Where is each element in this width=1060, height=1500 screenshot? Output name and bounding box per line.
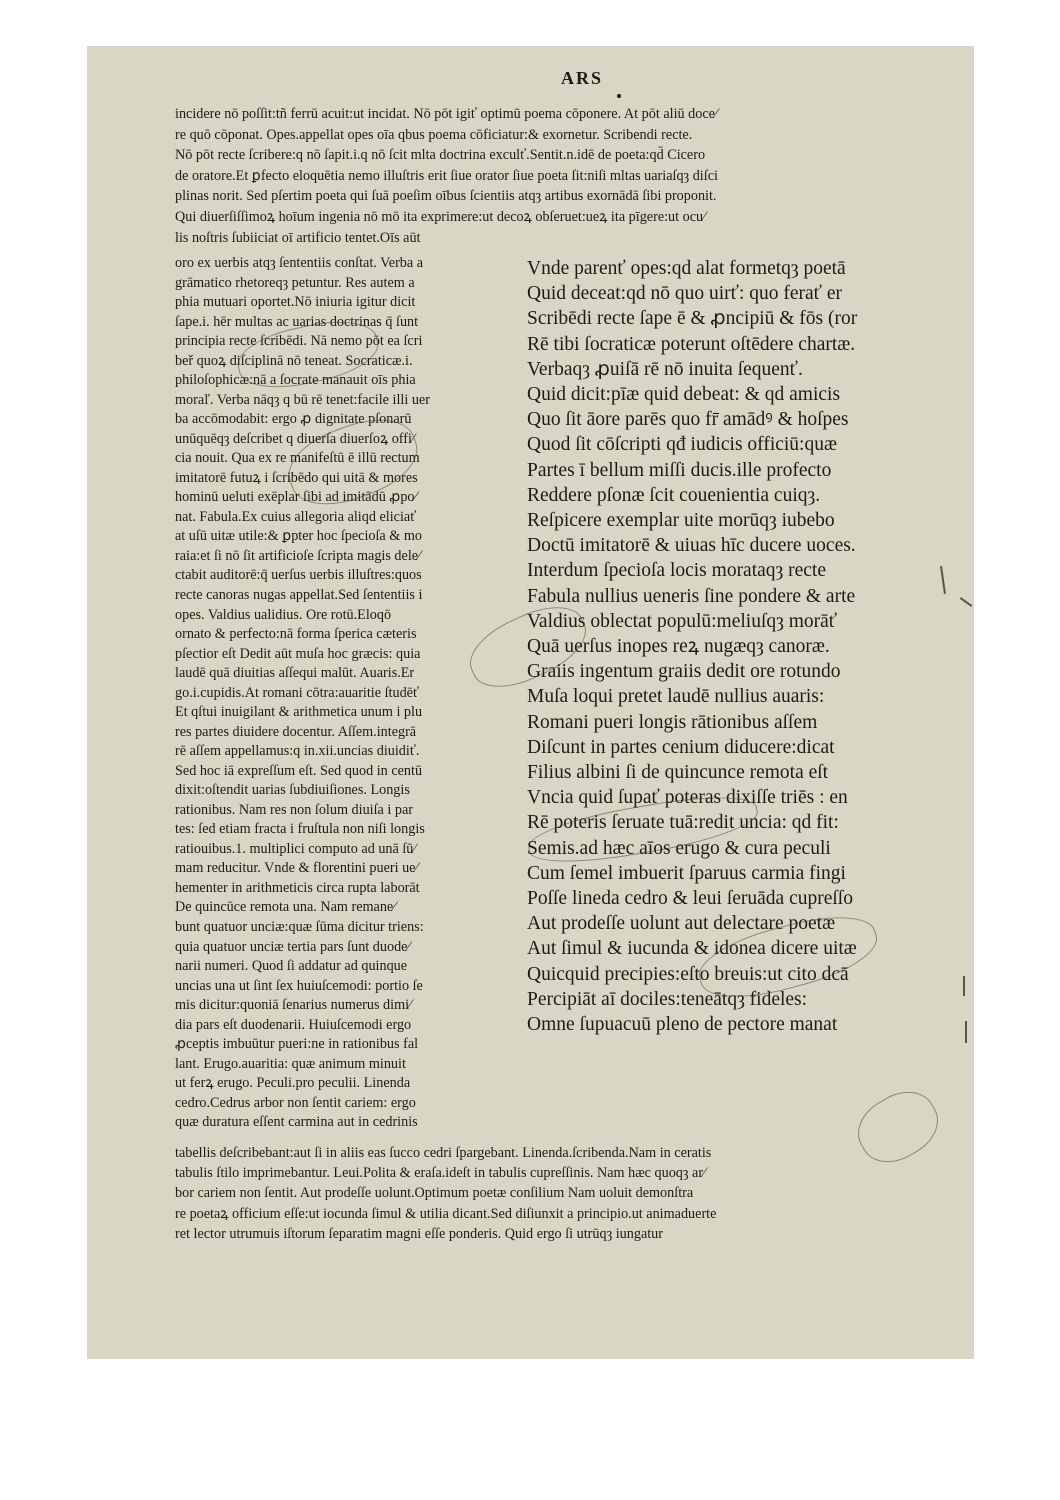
commentary-line: grāmatico rhetoreqȝ petuntur. Res autem a [175,274,415,291]
verse-line: Quid dicit:pīæ quid debeat: & qd amicis [527,384,841,405]
verse-line: Rē poteris ſeruate tuā:redit uncia: qd fit: [527,812,839,834]
verse-line: Reddere pſonæ ſcit couenientia cuiqȝ. [527,484,821,506]
commentary-line: mam reducitur. Vnde & florentini pueri ue⁄ [175,860,418,877]
margin-mark [963,976,965,996]
commentary-line: phia mutuari oportet.Nō iniuria igitur dicit [175,294,416,311]
running-title: ARS [560,68,603,88]
verse-line: Quā uerſus inopes reꝝ nugæqȝ canoræ. [527,636,830,657]
verse-line: Verbaqȝ ꝓuiſā rē nō inuita ſequenť. [527,358,803,380]
commentary-line: Qui diuerſiſſimoꝝ hoīum ingenia nō mō ita exprimere:ut decoꝝ obſeruet:ueꝝ ita pīgere:ut ocu⁄ [175,209,706,225]
commentary-line: pſectior eſt Dedit aūt muſa hoc græcis: quia [175,645,421,662]
verse-line: Quicquid precipies:eſto breuis:ut cito dcā [527,963,849,985]
commentary-line: philoſophicæ:nā a ſocrate manauit oīs phia [175,372,416,389]
commentary-line: imitatorē futuꝝ i ſcribēdo qui uitā & mores [175,469,418,486]
verse-line: Doctū imitatorē & uiuas hīc ducere uoces. [527,535,856,557]
verse-line: Omne ſupuacuū pleno de pectore manat [527,1014,838,1035]
commentary-line: lis noſtris ſubiiciat oī artificio tentet.Oīs aūt [175,229,421,246]
commentary-line: res partes diuidere docentur. Aſſem.integrā [175,723,417,740]
commentary-line: raia:et ſi nō ſit artificioſe ſcripta magis dele⁄ [175,547,421,564]
ink-dot [617,94,621,98]
commentary-line: cedro.Cedrus arbor non ſentit cariem: ergo [175,1094,416,1111]
commentary-line: dia pars eſt duodenarii. Huiuſcemodi ergo [175,1016,412,1033]
commentary-line: bunt quatuor unciæ:quæ ſūma dicitur triens: [175,919,424,936]
verse-line: Muſa loqui pretet laudē nullius auaris: [527,686,825,708]
margin-mark [965,1021,967,1043]
commentary-line: re poetaꝝ officium eſſe:ut iocunda ſimul & utilia dicant.Sed diſiunxit a principio.ut animaduerte [175,1205,717,1222]
verse-line: Vnde parenť opes:qd alat formetqȝ poetā [527,258,846,279]
commentary-line: oro ex uerbis atqȝ ſententiis conſtat. Verba a [175,255,424,271]
verse-line: Semis.ad hæc aīos erugo & cura peculi [527,837,831,859]
commentary-line: tabulis ſtilo imprimebantur. Leui.Polita & eraſa.ideſt in tabulis cupreſſinis. Nam hæc quoqȝ ar⁄ [175,1165,706,1182]
commentary-line: go.i.cupidis.At romani cōtra:auaritie ſtudēť [175,684,420,701]
commentary-line: tabellis deſcribebant:aut ſi in aliis eas ſucco cedri ſpargebant. Linenda.ſcribenda.Nam in ceratis [175,1145,712,1161]
commentary-line: bor cariem non ſentit. Aut prodeſſe uolunt.Optimum poetæ conſilium Nam uoluit demonſtra [175,1185,694,1202]
commentary-line: at uſū uitæ utile:& ꝑpter hoc ſpecioſa & mo [175,528,422,545]
commentary-line: unūquēqȝ deſcribet q diuerſa diuerſoꝝ offi⁄ [175,430,415,447]
commentary-line: rē aſſem appellamus:q in.xii.uncias diuidiť. [175,743,420,760]
commentary-line: ctabit auditorē:q̄ uerſus uerbis illuſtres:quos [175,567,422,584]
verse-line: Fabula nullius ueneris ſine pondere & arte [527,585,856,607]
margin-mark [960,597,973,607]
commentary-line: incidere nō poſſit:tñ ferrū acuit:ut incidat. Nō pōt igiť optimū poema cōponere. At pōt aliū doce⁄ [175,106,718,122]
commentary-line: re quō cōponat. Opes.appellat opes oīa qbus poema cōficiatur:& exornetur. Scribendi recte. [175,126,693,143]
commentary-line: De quincūce remota una. Nam remane⁄ [175,899,396,916]
commentary-line: dixit:oſtendit uarias ſubdiuiſiones. Longis [175,782,410,799]
commentary-line: recte canoras nugas appellat.Sed ſententiis i [175,587,423,603]
commentary-line: rationibus. Nam res non ſolum diuiſa i par [175,801,413,818]
commentary-line: hominū ueluti exēplar ſibi ad imitādū ꝓpo⁄ [175,489,417,506]
commentary-line: Et qſtui inuigilant & arithmetica unum i plu [175,704,423,721]
commentary-line: cia nouit. Qua ex re manifeſtū ē illū rectum [175,450,420,467]
commentary-line: moraľ. Verba nāqȝ q bū rē tenet:facile illi uer [175,391,430,408]
commentary-line: principia recte ſcribēdi. Nā nemo pōt ea ſcri [175,333,423,350]
verse-line: Scribēdi recte ſape ē & ꝓncipiū & fōs (ror [527,308,858,330]
commentary-line: lant. Erugo.auaritia: quæ animum minuit [175,1055,406,1072]
verse-line: Quo ſit āore parēs quo fr̄ amādꝰ & hoſpes [527,409,849,431]
verse-line: Valdius oblectat populū:meliuſqȝ morāť [527,610,838,632]
verse-line: Romani pueri longis rātionibus aſſem [527,711,818,733]
commentary-line: ba accōmodabit: ergo ꝓ dignitate pſonarū [175,411,412,428]
verse-line: Diſcunt in partes cenium diducere:dicat [527,736,835,758]
commentary-line: ut ferꝝ erugo. Peculi.pro peculii. Linenda [175,1075,411,1092]
commentary-line: ꝓceptis imbuūtur pueri:ne in rationibus fal [175,1036,419,1053]
commentary-line: ratiouibus.1. multiplici computo ad unā ſū⁄ [175,840,416,857]
page-content [87,46,974,1359]
verse-line: Filius albini ſi de quincunce remota eſt [527,762,829,783]
commentary-line: hementer in arithmeticis circa rupta laborāt [175,879,420,896]
commentary-line: Nō pōt recte ſcribere:q nō ſapit.i.q nō ſcit mlta doctrina exculť.Sentit.n.idē de poeta:qd̄ Cicero [175,147,706,164]
verse-line: Quid deceat:qd nō quo uirť: quo ferať er [527,283,843,305]
verse-line: Reſpicere exemplar uite morūqȝ iubebo [527,510,835,531]
verse-line: Graiis ingentum graiis dedit ore rotundo [527,661,841,683]
verse-line: Cum ſemel imbuerit ſparuus carmia fingi [527,862,846,884]
verse-line: Poſſe lineda cedro & leui ſeruāda cupreſſo [527,888,853,909]
commentary-line: opes. Valdius ualidius. Ore rotū.Eloqō [175,606,392,623]
commentary-line: tes: ſed etiam fracta i fruſtula non niſi longis [175,821,425,838]
verse-line: Aut prodeſſe uolunt aut delectare poetæ [527,913,836,935]
commentary-line: beř quoꝝ diſciplinā nō teneat. Socraticæ.i. [175,352,413,369]
verse-line: Percipiāt aī dociles:teneātqȝ fideles: [527,988,808,1010]
commentary-line: laudē quā diuitias aſſequi malūt. Auaris.Er [175,665,415,682]
commentary-line: Sed hoc iā expreſſum eſt. Sed quod in centū [175,762,423,779]
verse-line: Partes ī bellum miſſi ducis.ille profecto [527,459,832,481]
commentary-line: quæ duratura eſſent carmina aut in cedrinis [175,1114,418,1131]
verse-line: Vncia quid ſupať poteras dixiſſe triēs : en [527,787,848,809]
commentary-line: ſape.i. hēr multas ac uarias doctrinas q̄ ſunt [175,313,419,330]
verse-line: Quod ſit cōſcripti qđ iudicis officiū:quæ [527,434,837,456]
scanned-page [87,46,974,1359]
commentary-line: ret lector utrumuis iſtorum ſeparatim magni eſſe ponderis. Quid ergo ſi utrūqȝ iungatur [175,1225,663,1242]
commentary-line: mis dicitur:quoniā ſenarius numerus dimi⁄ [175,997,412,1014]
commentary-line: quia quatuor unciæ tertia pars ſunt duode⁄ [175,938,410,955]
verse-line: Rē tibi ſocraticæ poterunt oſtēdere chartæ. [527,333,856,355]
commentary-line: ornato & perfecto:nā forma ſperica cæteris [175,626,417,643]
commentary-line: narii numeri. Quod ſi addatur ad quinque [175,958,408,975]
commentary-line: nat. Fabula.Ex cuius allegoria aliqd eliciať [175,508,417,525]
commentary-line: plinas norit. Sed pſertim poeta qui ſuā poeſim oībus ſcientiis atqȝ artibus exornādā ſibi proponit. [175,188,717,205]
verse-line: Interdum ſpecioſa locis morataqȝ recte [527,560,826,582]
verse-line: Aut ſimul & iucunda & idonea dicere uitæ [527,938,857,960]
commentary-line: de oratore.Et ꝑfecto eloquētia nemo illuſtris erit ſiue orator ſiue poeta ſit:niſi mltas uariaſqȝ diſci [175,167,718,184]
commentary-line: uncias una ut ſint ſex huiuſcemodi: portio ſe [175,977,423,994]
